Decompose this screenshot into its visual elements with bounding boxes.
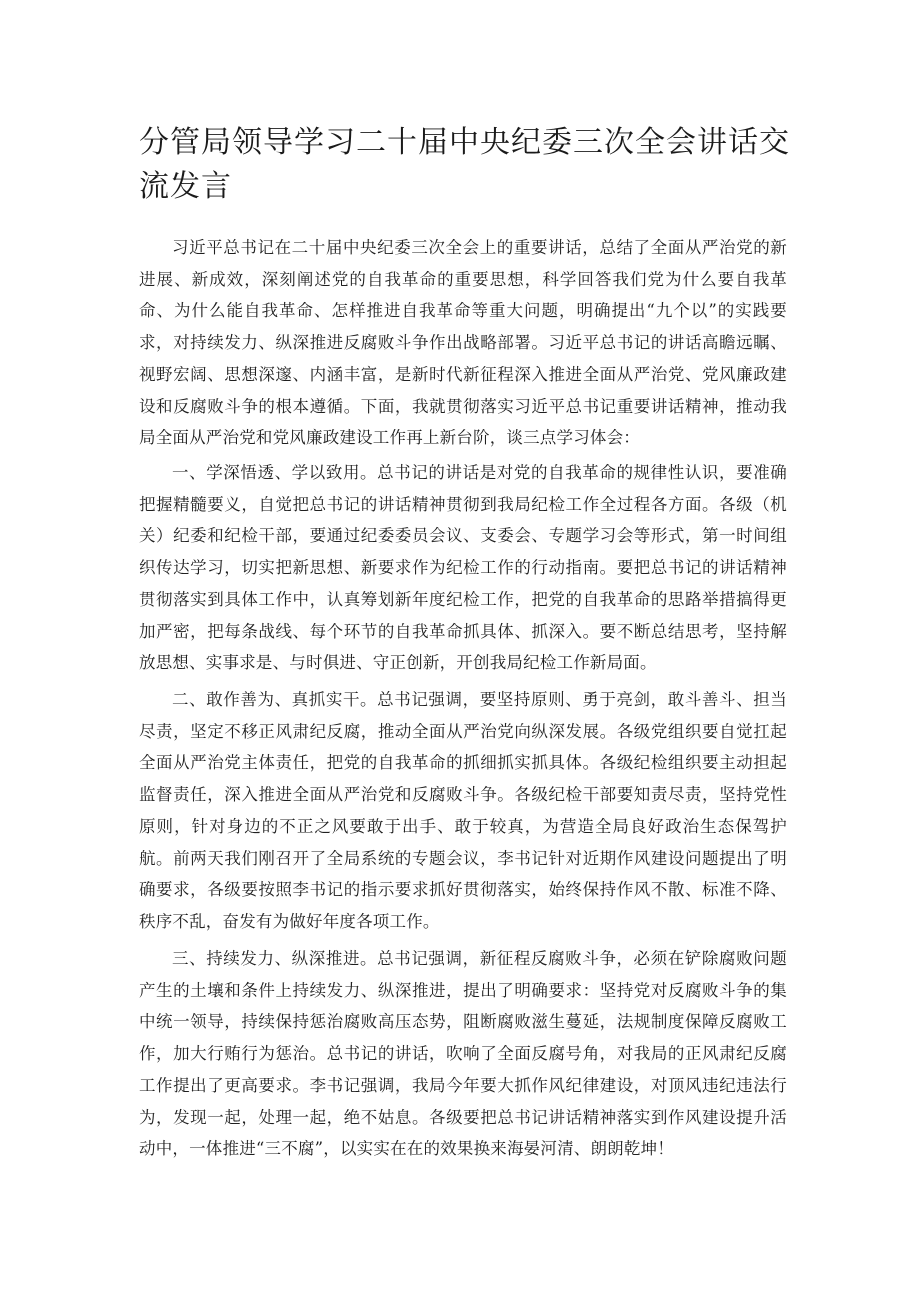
point-one-paragraph: 一、学深悟透、学以致用。总书记的讲话是对党的自我革命的规律性认识，要准确把握精髓要义，自觉把总书记的讲话精神贯彻到我局纪检工作全过程各方面。各级（机关）纪委和纪检干部，要通过纪委委员会议、支委会、专题学习会等形式，第一时间组织传达学习，切实把新思想、新要求作为纪检工作的行动指南。要把总书记的讲话精神贯彻落实到具体工作中，认真筹划新年度纪检工作，把党的自我革命的思路举措搞得更加严密，把每条战线、每个环节的自我革命抓具体、抓深入。要不断总结思考，坚持解放思想、实事求是、与时俱进、守正创新，开创我局纪检工作新局面。 <box>139 463 787 673</box>
point-three-paragraph: 三、持续发力、纵深推进。总书记强调，新征程反腐败斗争，必须在铲除腐败问题产生的土壤和条件上持续发力、纵深推进，提出了明确要求：坚持党对反腐败斗争的集中统一领导，持续保持惩治腐败高压态势，阻断腐败滋生蔓延，法规制度保障反腐败工作，加大行贿行为惩治。总书记的讲话，吹响了全面反腐号角，对我局的正风肃纪反腐工作提出了更高要求。李书记强调，我局今年要大抓作风纪律建设，对顶风违纪违法行为，发现一起，处理一起，绝不姑息。各级要把总书记讲话精神落实到作风建设提升活动中，一体推进“三不腐”，以实实在在的效果换来海晏河清、朗朗乾坤！ <box>139 949 787 1159</box>
point-two-paragraph: 二、敢作善为、真抓实干。总书记强调，要坚持原则、勇于亮剑，敢斗善斗、担当尽责，坚定不移正风肃纪反腐，推动全面从严治党向纵深发展。各级党组织要自觉扛起全面从严治党主体责任，把党的自我革命的抓细抓实抓具体。各级纪检组织要主动担起监督责任，深入推进全面从严治党和反腐败斗争。各级纪检干部要知责尽责，坚持党性原则，针对身边的不正之风要敢于出手、敢于较真，为营造全局良好政治生态保驾护航。前两天我们刚召开了全局系统的专题会议，李书记针对近期作风建设问题提出了明确要求，各级要按照李书记的指示要求抓好贯彻落实，始终保持作风不散、标准不降、秩序不乱，奋发有为做好年度各项工作。 <box>139 690 787 931</box>
document-title: 分管局领导学习二十届中央纪委三次全会讲话交流发言 <box>139 125 790 204</box>
intro-paragraph: 习近平总书记在二十届中央纪委三次全会上的重要讲话，总结了全面从严治党的新进展、新成效，深刻阐述党的自我革命的重要思想，科学回答我们党为什么要自我革命、为什么能自我革命、怎样推进自我革命等重大问题，明确提出“九个以”的实践要求，对持续发力、纵深推进反腐败斗争作出战略部署。习近平总书记的讲话高瞻远瞩、视野宏阔、思想深邃、内涵丰富，是新时代新征程深入推进全面从严治党、党风廉政建设和反腐败斗争的根本遵循。下面，我就贯彻落实习近平总书记重要讲话精神，推动我局全面从严治党和党风廉政建设工作再上新台阶，谈三点学习体会： <box>139 238 787 448</box>
